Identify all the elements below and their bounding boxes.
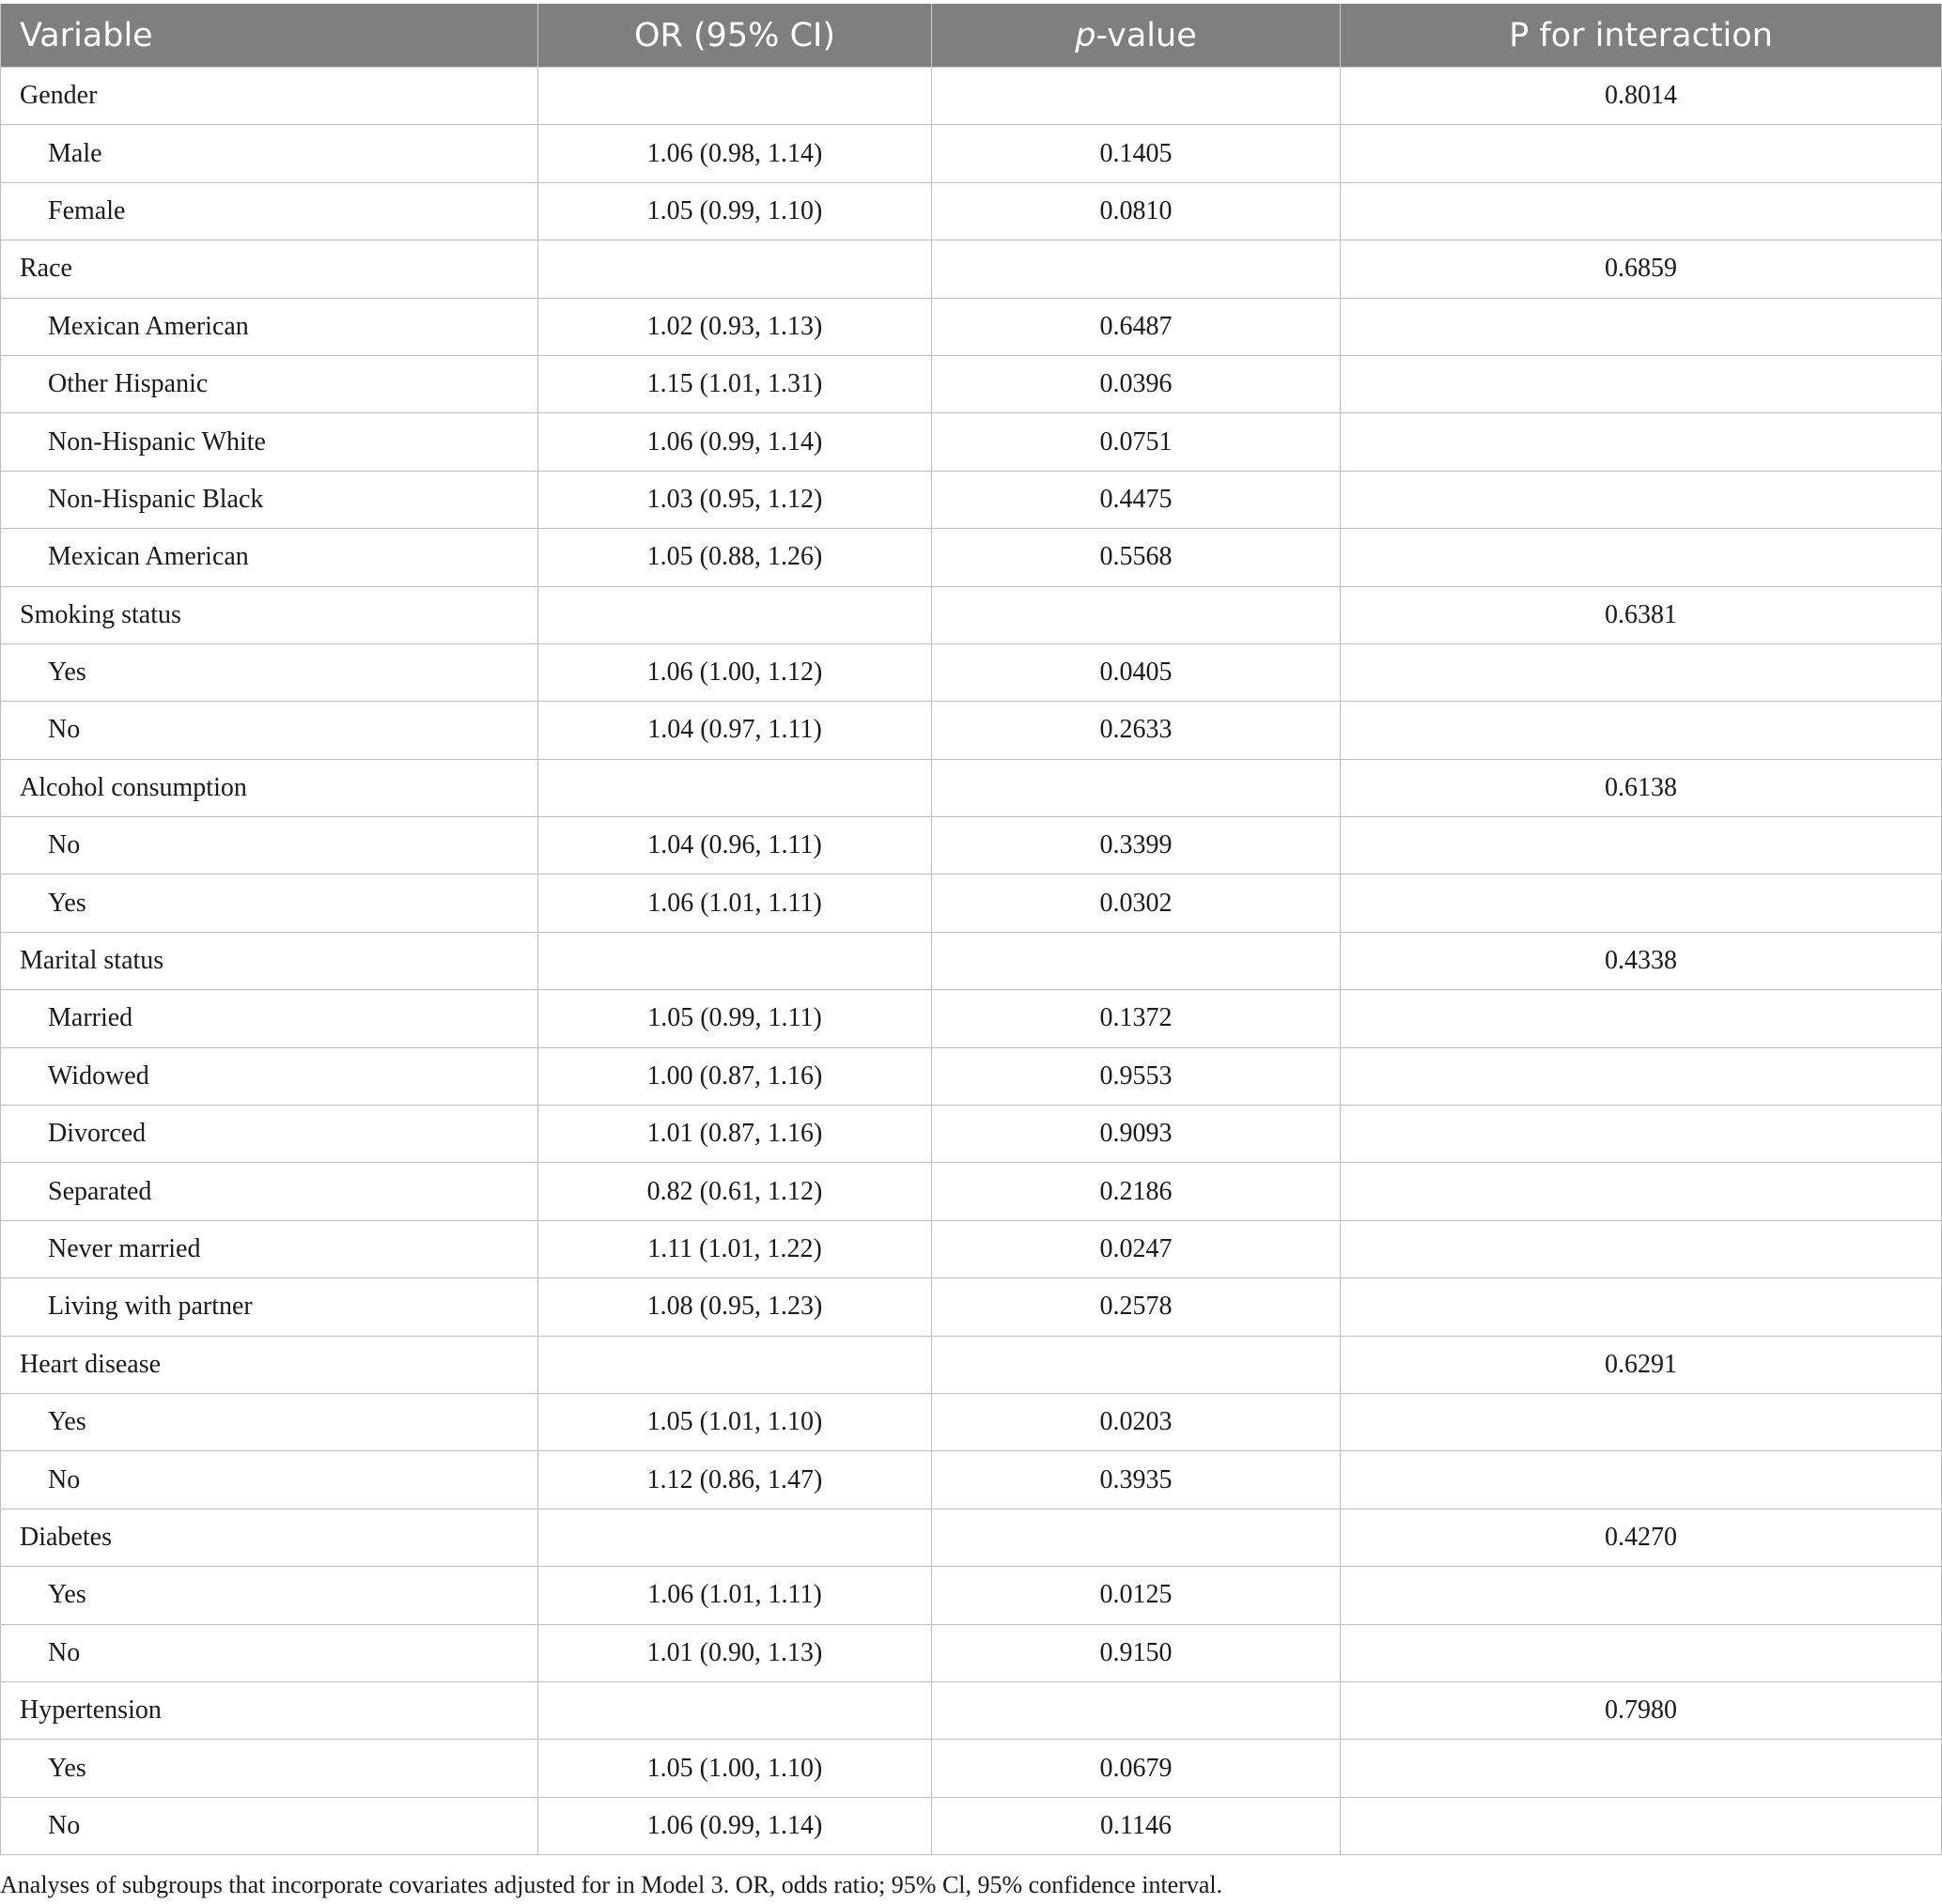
p-interaction-cell — [1341, 355, 1942, 412]
p-value-cell — [932, 586, 1341, 643]
subgroup-row — [1, 1047, 1942, 1105]
variable-cell: No — [1, 1624, 538, 1681]
variable-cell: No — [1, 1797, 538, 1854]
p-value-cell: 0.0405 — [932, 643, 1341, 701]
or-ci-cell: 1.05 (1.00, 1.10) — [538, 1740, 932, 1797]
p-interaction-cell — [1341, 413, 1942, 471]
variable-cell: Widowed — [1, 1047, 538, 1105]
or-ci-cell: 1.11 (1.01, 1.22) — [538, 1220, 932, 1277]
p-interaction-cell: 0.6138 — [1341, 759, 1942, 816]
subgroup-table-container — [0, 4, 1941, 1855]
p-interaction-cell: 0.6291 — [1341, 1336, 1942, 1393]
variable-cell: Other Hispanic — [1, 355, 538, 412]
p-value-cell — [932, 759, 1341, 816]
p-value-cell: 0.0810 — [932, 182, 1341, 240]
or-ci-cell: 1.05 (0.99, 1.11) — [538, 990, 932, 1047]
p-interaction-cell — [1341, 471, 1942, 528]
or-ci-cell: 1.06 (1.01, 1.11) — [538, 1567, 932, 1624]
p-value-cell — [932, 68, 1341, 125]
p-value-cell: 0.2633 — [932, 702, 1341, 759]
subgroup-row — [1, 1393, 1942, 1450]
or-ci-cell — [538, 1336, 932, 1393]
subgroup-row — [1, 298, 1942, 355]
p-interaction-cell — [1341, 1220, 1942, 1277]
p-interaction-cell — [1341, 298, 1942, 355]
subgroup-row — [1, 1567, 1942, 1624]
variable-cell: Yes — [1, 1740, 538, 1797]
table-footnote: Analyses of subgroups that incorporate covariates adjusted for in Model 3. OR, odds ratio; 95% Cl, 95% confidence interval. — [0, 1871, 1223, 1898]
subgroup-row — [1, 875, 1942, 932]
p-interaction-cell — [1341, 817, 1942, 875]
p-value-cell — [932, 1509, 1341, 1566]
or-ci-cell: 1.06 (1.00, 1.12) — [538, 643, 932, 701]
p-interaction-cell: 0.4270 — [1341, 1509, 1942, 1566]
or-ci-cell: 1.00 (0.87, 1.16) — [538, 1047, 932, 1105]
p-interaction-cell — [1341, 1797, 1942, 1854]
variable-cell: Yes — [1, 643, 538, 701]
subgroup-row — [1, 1451, 1942, 1509]
variable-cell: Gender — [1, 68, 538, 125]
p-interaction-cell — [1341, 643, 1942, 701]
p-value-cell: 0.0302 — [932, 875, 1341, 932]
or-ci-cell: 1.12 (0.86, 1.47) — [538, 1451, 932, 1509]
subgroup-row — [1, 702, 1942, 759]
table-body — [1, 68, 1942, 1855]
subgroup-row — [1, 125, 1942, 182]
or-ci-cell: 1.08 (0.95, 1.23) — [538, 1278, 932, 1336]
variable-cell: Hypertension — [1, 1681, 538, 1739]
p-value-cell — [932, 240, 1341, 298]
p-value-cell: 0.4475 — [932, 471, 1341, 528]
p-interaction-cell — [1341, 1451, 1942, 1509]
p-value-cell — [932, 1336, 1341, 1393]
header-p-rest: -value — [1095, 16, 1197, 54]
group-row — [1, 1336, 1942, 1393]
p-value-cell: 0.2186 — [932, 1163, 1341, 1220]
group-row — [1, 759, 1942, 816]
variable-cell: No — [1, 702, 538, 759]
subgroup-row — [1, 817, 1942, 875]
or-ci-cell: 1.06 (0.99, 1.14) — [538, 413, 932, 471]
variable-cell: Married — [1, 990, 538, 1047]
p-value-cell: 0.0751 — [932, 413, 1341, 471]
header-or-ci: OR (95% CI) — [538, 4, 932, 68]
header-p-italic: p — [1075, 16, 1096, 54]
p-value-cell: 0.5568 — [932, 529, 1341, 586]
p-value-cell: 0.2578 — [932, 1278, 1341, 1336]
variable-cell: Mexican American — [1, 529, 538, 586]
p-interaction-cell — [1341, 529, 1942, 586]
variable-cell: Diabetes — [1, 1509, 538, 1566]
p-value-cell: 0.6487 — [932, 298, 1341, 355]
or-ci-cell: 1.01 (0.90, 1.13) — [538, 1624, 932, 1681]
header-row — [1, 4, 1942, 68]
p-interaction-cell — [1341, 182, 1942, 240]
or-ci-cell: 1.03 (0.95, 1.12) — [538, 471, 932, 528]
variable-cell: Heart disease — [1, 1336, 538, 1393]
header-p-interaction: P for interaction — [1341, 4, 1942, 68]
subgroup-row — [1, 1624, 1942, 1681]
p-value-cell: 0.0125 — [932, 1567, 1341, 1624]
variable-cell: Never married — [1, 1220, 538, 1277]
p-value-cell — [932, 932, 1341, 989]
variable-cell: Male — [1, 125, 538, 182]
subgroup-row — [1, 643, 1942, 701]
p-interaction-cell — [1341, 990, 1942, 1047]
group-row — [1, 1509, 1942, 1566]
p-value-cell: 0.9150 — [932, 1624, 1341, 1681]
or-ci-cell: 1.05 (1.01, 1.10) — [538, 1393, 932, 1450]
subgroup-row — [1, 1106, 1942, 1163]
subgroup-row — [1, 1220, 1942, 1277]
group-row — [1, 240, 1942, 298]
variable-cell: Non-Hispanic Black — [1, 471, 538, 528]
p-interaction-cell — [1341, 1740, 1942, 1797]
subgroup-row — [1, 1278, 1942, 1336]
subgroup-row — [1, 1163, 1942, 1220]
p-value-cell: 0.3399 — [932, 817, 1341, 875]
variable-cell: Divorced — [1, 1106, 538, 1163]
p-interaction-cell — [1341, 125, 1942, 182]
subgroup-row — [1, 990, 1942, 1047]
p-value-cell — [932, 1681, 1341, 1739]
subgroup-row — [1, 1740, 1942, 1797]
variable-cell: Yes — [1, 1393, 538, 1450]
or-ci-cell: 1.06 (1.01, 1.11) — [538, 875, 932, 932]
or-ci-cell — [538, 932, 932, 989]
p-interaction-cell: 0.4338 — [1341, 932, 1942, 989]
p-value-cell: 0.1146 — [932, 1797, 1341, 1854]
p-interaction-cell: 0.8014 — [1341, 68, 1942, 125]
header-variable: Variable — [1, 4, 538, 68]
p-value-cell: 0.0203 — [932, 1393, 1341, 1450]
or-ci-cell: 1.05 (0.88, 1.26) — [538, 529, 932, 586]
p-interaction-cell — [1341, 1624, 1942, 1681]
group-row — [1, 586, 1942, 643]
subgroup-row — [1, 355, 1942, 412]
p-interaction-cell — [1341, 702, 1942, 759]
variable-cell: Smoking status — [1, 586, 538, 643]
or-ci-cell: 1.01 (0.87, 1.16) — [538, 1106, 932, 1163]
p-interaction-cell — [1341, 1163, 1942, 1220]
variable-cell: Non-Hispanic White — [1, 413, 538, 471]
p-interaction-cell — [1341, 1278, 1942, 1336]
variable-cell: Race — [1, 240, 538, 298]
p-value-cell: 0.0679 — [932, 1740, 1341, 1797]
variable-cell: No — [1, 1451, 538, 1509]
or-ci-cell — [538, 240, 932, 298]
variable-cell: Separated — [1, 1163, 538, 1220]
or-ci-cell: 1.04 (0.97, 1.11) — [538, 702, 932, 759]
subgroup-analysis-table — [0, 4, 1942, 1855]
group-row — [1, 1681, 1942, 1739]
or-ci-cell: 0.82 (0.61, 1.12) — [538, 1163, 932, 1220]
or-ci-cell — [538, 586, 932, 643]
p-value-cell: 0.3935 — [932, 1451, 1341, 1509]
subgroup-row — [1, 1797, 1942, 1854]
p-interaction-cell — [1341, 1567, 1942, 1624]
p-interaction-cell: 0.6859 — [1341, 240, 1942, 298]
p-interaction-cell — [1341, 875, 1942, 932]
or-ci-cell: 1.05 (0.99, 1.10) — [538, 182, 932, 240]
p-value-cell: 0.1405 — [932, 125, 1341, 182]
p-value-cell: 0.0396 — [932, 355, 1341, 412]
p-interaction-cell — [1341, 1047, 1942, 1105]
or-ci-cell — [538, 68, 932, 125]
p-value-cell: 0.1372 — [932, 990, 1341, 1047]
or-ci-cell — [538, 1681, 932, 1739]
p-value-cell: 0.0247 — [932, 1220, 1341, 1277]
p-value-cell: 0.9093 — [932, 1106, 1341, 1163]
variable-cell: No — [1, 817, 538, 875]
subgroup-row — [1, 182, 1942, 240]
p-value-cell: 0.9553 — [932, 1047, 1341, 1105]
p-interaction-cell: 0.7980 — [1341, 1681, 1942, 1739]
subgroup-row — [1, 529, 1942, 586]
or-ci-cell: 1.04 (0.96, 1.11) — [538, 817, 932, 875]
or-ci-cell: 1.15 (1.01, 1.31) — [538, 355, 932, 412]
or-ci-cell: 1.06 (0.98, 1.14) — [538, 125, 932, 182]
subgroup-row — [1, 413, 1942, 471]
variable-cell: Female — [1, 182, 538, 240]
variable-cell: Living with partner — [1, 1278, 538, 1336]
variable-cell: Yes — [1, 875, 538, 932]
variable-cell: Marital status — [1, 932, 538, 989]
variable-cell: Mexican American — [1, 298, 538, 355]
group-row — [1, 932, 1942, 989]
group-row — [1, 68, 1942, 125]
or-ci-cell: 1.02 (0.93, 1.13) — [538, 298, 932, 355]
variable-cell: Alcohol consumption — [1, 759, 538, 816]
table-header — [1, 4, 1942, 68]
p-interaction-cell — [1341, 1106, 1942, 1163]
p-interaction-cell: 0.6381 — [1341, 586, 1942, 643]
or-ci-cell — [538, 759, 932, 816]
or-ci-cell — [538, 1509, 932, 1566]
variable-cell: Yes — [1, 1567, 538, 1624]
header-p-value — [932, 4, 1341, 68]
subgroup-row — [1, 471, 1942, 528]
p-interaction-cell — [1341, 1393, 1942, 1450]
or-ci-cell: 1.06 (0.99, 1.14) — [538, 1797, 932, 1854]
